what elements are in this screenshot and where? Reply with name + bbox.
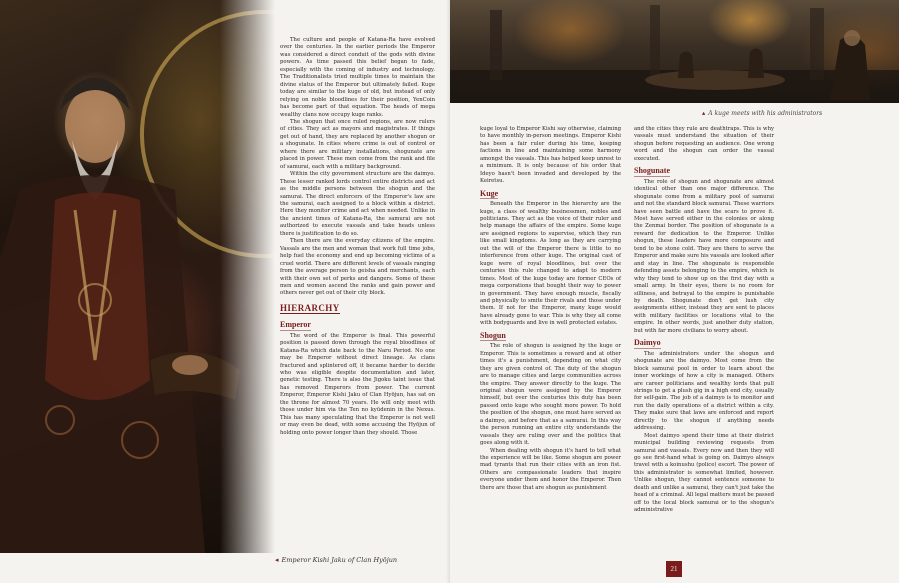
scene-caption xyxy=(702,109,892,117)
caption-arrow-icon: ◂ xyxy=(275,556,279,564)
page-number: 21 xyxy=(666,561,682,577)
intro-paragraph: Then there are the everyday citizens of the empire. Vassals are the men and woman that work full time jobs, help fuel the economy and end up becoming victims of a cruel world. There are different levels of vassals ranging from the average person to geisha and merchants, each with their own set of perks and dangers. Some of these men and women ascend the ranks and gain power and others never get out of their city block. xyxy=(280,238,435,297)
left-text-column xyxy=(280,37,435,437)
meeting-scene xyxy=(450,0,899,103)
portrait-caption xyxy=(275,556,445,564)
shogun-paragraph: The role of shogun is assigned by the kuge or Emperor. This is sometimes a reward and at other times it's a punishment, depending on what city they are given control of. The duty of the shogun are to manage cities and large communities across the empire. They answer directly to the kuge. The original shogun were assigned by the Emperor himself, but over the centuries this duty has been passed onto kuge who sought more power. To hold the position of the shogun, one must have served as a daimyo, and before that as a samurai. In this way the person running an entire city understands the vassals they are ruling over and the politics that goes along with it. xyxy=(480,343,621,447)
emperor-heading: Emperor xyxy=(280,320,311,330)
intro-paragraph: Within the city government structure are the daimyo. These lesser ranked lords control entire districts and act as the middle persons between the shogun and the samurai. The direct enforcers of the Emperor's law are the samurai, each assigned to a block within a district. Here they monitor crime and act when needed. Unlike in the ancient times of Katana-Ra, the samurai are not authorized to execute vassals and take heads unless there is justification to do so. xyxy=(280,171,435,237)
daimyo-paragraph: Most daimyo spend their time at their district municipal building reviewing requests from samurai and vassals. Every now and then they will go see first-hand what is going on. Daimyo always travel with a koinushu (police) escort. The power of this administrator is somewhat limited, however. Unlike shogun, they cannot sentence someone to death and unlike a samurai, they can't just take the head of a criminal. All legal matters must be passed off to the local block samurai or to the shogun's administrative xyxy=(634,432,774,514)
shogun-paragraph: When dealing with shogun it's hard to tell what the experience will be like. Some shogun are power mad tyrants that run their cities with an iron fist. Others are compassionate leaders that inspire everyone under them and honor the Emperor. Then there are those that are shogun as punishment xyxy=(480,447,621,491)
kuge-meeting-illustration xyxy=(450,0,899,103)
shogunate-heading: Shogunate xyxy=(634,166,671,176)
emperor-portrait-illustration xyxy=(0,0,275,553)
right-page xyxy=(450,0,899,583)
intro-paragraph: The shogun that once ruled regions, are now rulers of cities. They act as mayors and magistrates. If things get out of hand, they are replaced by another shogun or a shogunate. In cities where crime is out of control or where there are military installations, shogunate are placed in power. These men come from the rank and file of samurai, each with a military background. xyxy=(280,118,435,170)
daimyo-paragraph: The administrators under the shogun and shogunate are the daimyo. Most come from the block samurai pool in order to learn about the inner workings of how a city is managed. Others are career politicians and wealthy lords that pull strings to get a plush gig in a high end city, usually for self-gain. The job of a daimyo is to monitor and run the daily operations of a district within a city. They make sure that laws are enforced and report directly to the shogun if anything needs addressing. xyxy=(634,350,774,432)
shogunate-paragraph: The role of shogun and shogunate are almost identical other than one major difference. The shogunate come from a military pool of samurai and not the standard block samurai. These warriors have seen battle and have the scars to prove it. Most have served either in the colonies or along the Zenmai border. The position of shogunate is a reward for dedication to the Emperor. Unlike shogun, these leaders have more composure and tend to be stone cold. They are there to serve the Emperor and make sure his vassals are looked after and stay in line. The shogunate is responsible defending assets belonging to the empire, which is why they tend to show up on the first day with a small army. In their eyes, there is no room for silliness, and betrayal to the empire is punishable by death. Shogunate don't get lush city assignments either, instead they are sent to places with military facilities or locations vital to the empire. In other words, just another duty station, but with far more civilians to worry about. xyxy=(634,178,774,334)
right-text-column-2 xyxy=(634,126,774,515)
right-text-column-1 xyxy=(480,126,621,492)
emperor-figure xyxy=(0,0,275,553)
daimyo-heading: Daimyo xyxy=(634,338,661,348)
scene-caption-text: A kuge meets with his administrators xyxy=(708,110,823,117)
kuge-heading: Kuge xyxy=(480,188,499,198)
portrait-caption-text: Emperor Kishi Jaku of Clan Hyōjun xyxy=(281,556,398,564)
hierarchy-heading: HIERARCHY xyxy=(280,302,340,313)
continued-paragraph: and the cities they rule are deathtraps. This is why vassals must understand the situation of their shogun before requesting an audience. One wrong word and the shogun can order the vassal executed. xyxy=(634,126,774,162)
kuge-paragraph: Beneath the Emperor in the hierarchy are the kuge, a class of wealthy businessmen, nobles and politicians. They act as the voice of their ruler and help manage the affairs of the empire. Some kuge are assigned regions to supervise, which they run like small kingdoms. As long as they are carrying out the will of the Emperor there is little to no interference from other kuge. The original cast of kuge were of royal bloodlines, but over the centuries this rule changed to adapt to modern times. Most of the kuge today are former CEOs of mega corporations that bought their way to power in government. They have enough muscle, fiscally and physically to smite their rivals and those under them. If not for the Emperor, many kuge would have already gone to war. This is why they all come with bodyguards and live in well protected estates. xyxy=(480,201,621,327)
emperor-paragraph: The word of the Emperor is final. This powerful position is passed down through the royal bloodlines of Katana-Ra which date back to the Naru Period. No one may be Emperor without direct lineage. As clans fractured and splintered off, it became harder to decide who was eligible despite documentation and later, genetic testing. There is also the Jigoku taint issue that has removed Emperors from power. The current Emperor, Emperor Kishi Jaku of Clan Hyōjun, has sat on the throne for almost 70 years. He will only meet with those under him via the Ten no kyūdenin in the Nexus. This has many speculating that the Emperor is not well or may even be dead, with some accusing the Hyōjun of holding onto power longer than they should. Those xyxy=(280,332,435,436)
caption-arrow-icon: ▴ xyxy=(702,109,706,117)
intro-paragraph: The culture and people of Katana-Ra have evolved over the centuries. In the earlier periods the Emperor was considered a direct conduit of the gods with divine powers. As time passed this belief began to fade, especially with the coming of industry and technology. The Traditionalists tried multiple times to maintain the divine status of the Emperor but ultimately failed. Kuge today are similar to the kuge of old, but instead of only relying on noble bloodlines for their position, YenCoin has become part of that equation. The heads of mega wealthy clans now occupy kuge ranks. xyxy=(280,37,435,118)
shogun-heading: Shogun xyxy=(480,330,506,340)
continued-paragraph: kuge loyal to Emperor Kishi say otherwise, claiming to have monthly in-person meetings. Emperor Kishi has been a fair ruler during his time, keeping factions in line and maintaining some harmony amongst the vassals. This has helped keep unrest to a minimum. It is only because of his order that Ideyo hasn't been invaded and developed by the Keiretsu. xyxy=(480,126,621,185)
